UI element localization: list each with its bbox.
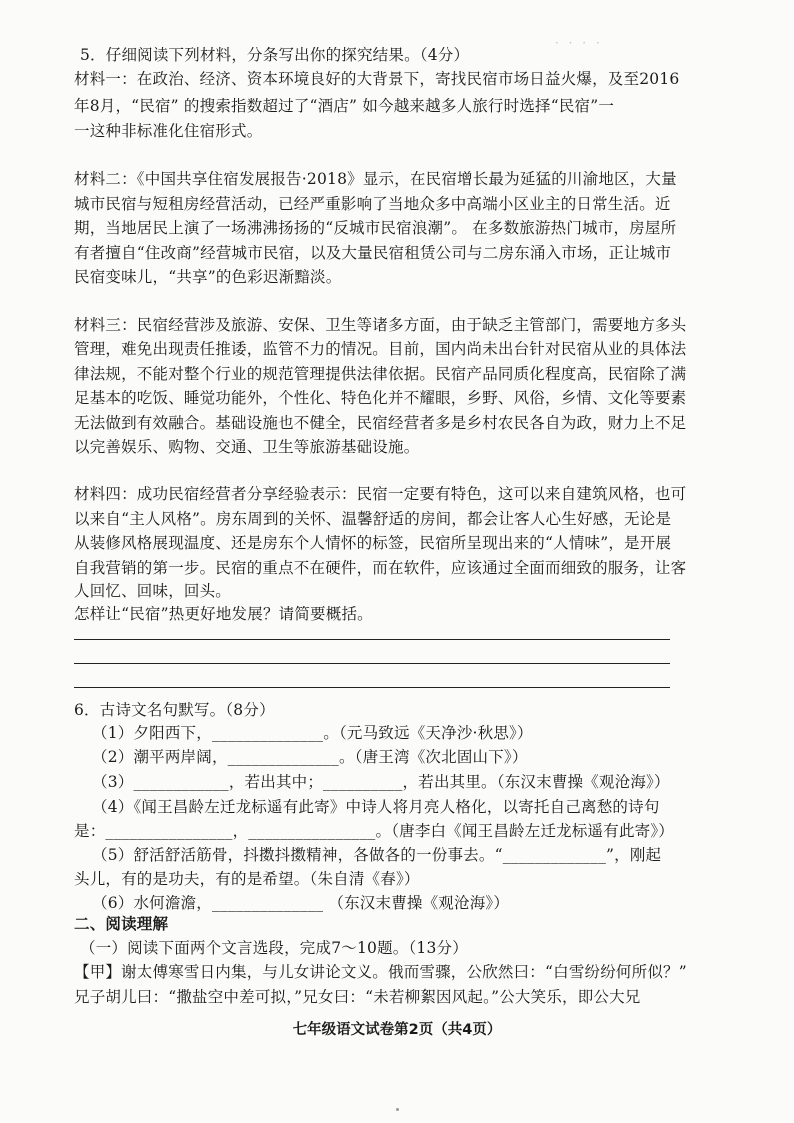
q6-item-6: （6）水何澹澹，______________ （东汉末曹操《观沧海》）: [92, 894, 510, 912]
q5-title: 5．仔细阅读下列材料，分条写出你的探究结果。（4分）: [80, 46, 470, 64]
page-footer: 七年级语文试卷第2页（共4页）: [292, 1022, 502, 1038]
material-1-line: 材料一：在政治、经济、资本环境良好的大背景下，寄找民宿市场日益火爆，及至2016: [74, 70, 680, 88]
q6-item-4: （4）《闻王昌龄左迁龙标遥有此寄》中诗人将月亮人格化，以寄托自己离愁的诗句: [92, 798, 660, 816]
material-4-line: 自我营销的第一步。民宿的重点不在硬件，而在软件，应该通过全面而细致的服务，让客: [74, 559, 687, 577]
material-4-line: 以来自“主人风格”。房东周到的关怀、温馨舒适的房间，都会让客人心生好感，无论是: [74, 510, 672, 528]
q6-item-4-cont: 是：________________，________________。（唐李白《闻王昌龄左迁龙标遥有此寄》）: [74, 822, 675, 840]
material-3-line: 材料三：民宿经营涉及旅游、安保、卫生等诸多方面，由于缺乏主管部门，需要地方多头: [74, 316, 687, 334]
q6-item-3: （3）____________，若出其中；__________，若出其里。（东汉末曹操《观沧海》）: [92, 773, 670, 791]
answer-line[interactable]: [74, 639, 670, 640]
material-2-line: 材料二：《中国共享住宿发展报告·2018》显示，在民宿增长最为延猛的川渝地区，大量: [74, 170, 677, 188]
section-2-title: 二、阅读理解: [74, 915, 169, 933]
material-3-line: 无法做到有效融合。基础设施也不健全，民宿经营者多是乡村农民各自为政，财力上不足: [74, 414, 687, 432]
material-1-line: 年8月，“民宿” 的搜索指数超过了“酒店” 如今越来越多人旅行时选择“民宿”一: [74, 97, 615, 115]
answer-line[interactable]: [74, 687, 670, 688]
scan-artifact: · · · ·: [555, 36, 603, 50]
passage-line: 【甲】谢太傅寒雪日内集，与儿女讲论文义。俄而雪骤，公欣然曰：“白雪纷纷何所似？”: [74, 963, 687, 981]
material-2-line: 民宿变味儿，“共享”的色彩迟渐黯淡。: [74, 268, 342, 286]
scan-dot: [396, 1108, 399, 1111]
material-3-line: 管理，难免出现责任推诿，监管不力的情况。目前，国内尚未出台针对民宿从业的具体法: [74, 340, 687, 358]
material-2-line: 期，当地居民上演了一场沸沸扬扬的“反城市民宿浪潮”。 在多数旅游热门城市，房屋所: [74, 219, 677, 237]
q5-question: 怎样让“民宿”热更好地发展？请简要概括。: [74, 605, 373, 623]
material-4-line: 从装修风格展现温度、还是房东个人情怀的标签，民宿所呈现出来的“人情味”，是开展: [74, 534, 672, 552]
material-2-line: 城市民宿与短租房经营活动，已经严重影响了当地众多中高端小区业主的日常生活。近: [74, 195, 671, 213]
material-3-line: 律法规，不能对整个行业的规范管理提供法律依据。民宿产品同质化程度高，民宿除了满: [74, 365, 687, 383]
material-3-line: 足基本的吃饭、睡觉功能外，个性化、特色化并不耀眼，乡野、风俗，乡情、文化等要素: [74, 389, 687, 407]
section-2-subtitle: （一）阅读下面两个文言选段，完成7～10题。（13分）: [80, 939, 468, 957]
q6-item-2: （2）潮平两岸阔，______________。（唐王湾《次北固山下》）: [92, 748, 528, 766]
material-1-line: 一这种非标准化住宿形式。: [74, 122, 263, 140]
q6-item-5-cont: 头儿，有的是功夫，有的是希望。（朱自清《春》）: [74, 870, 420, 888]
material-4-line: 材料四：成功民宿经营者分享经验表示：民宿一定要有特色，这可以来自建筑风格，也可: [74, 485, 687, 503]
passage-line: 兄子胡儿曰：“撒盐空中差可拟，”兄女曰：“未若柳絮因风起。”公大笑乐，即公大兄: [74, 988, 641, 1006]
q6-item-1: （1）夕阳西下，______________。（元马致远《天净沙·秋思》）: [92, 724, 533, 742]
material-3-line: 以完善娱乐、购物、交通、卫生等旅游基础设施。: [74, 438, 420, 456]
q6-title: 6．古诗文名句默写。（8分）: [74, 701, 275, 719]
q6-item-5: （5）舒活舒活筋骨，抖擞抖擞精神，各做各的一份事去。“_____________”，刚起: [92, 846, 662, 864]
material-2-line: 有者擅自“住改商”经营城市民宿，以及大量民宿租赁公司与二房东涌入市场，正让城市: [74, 244, 672, 262]
material-4-line: 人回忆、回味，回头。: [74, 582, 232, 600]
answer-line[interactable]: [74, 663, 670, 664]
